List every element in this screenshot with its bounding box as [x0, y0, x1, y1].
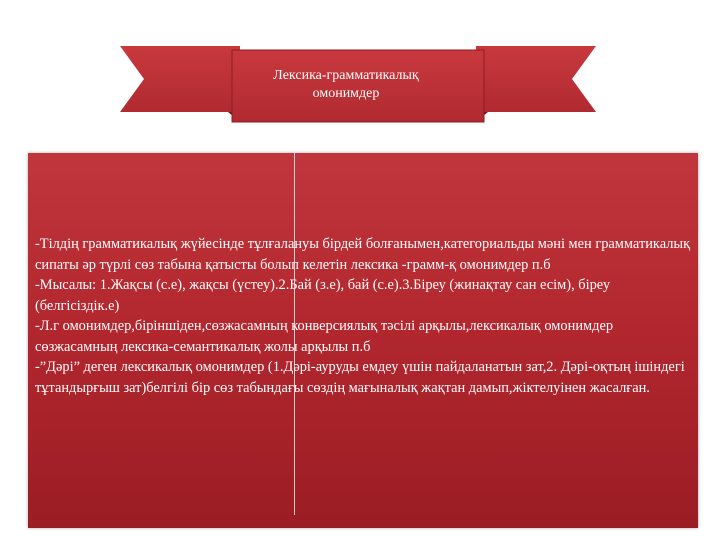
content-text — [35, 234, 695, 398]
paragraph-formation: -Л.г омонимдер,біріншіден,сөзжасамның конверсиялық тәсілі арқылы,лексикалық омонимдер сөзжасамның лексика-семантикалық жолы арқылы п.б — [35, 318, 614, 355]
paragraph-definition: -Тілдің грамматикалық жүйесінде тұлғалануы бірдей болғанымен,категориальды мәні мен грамматикалық сипаты әр түрлі сөз табына қатысты болып келетін лексика -грамм-қ омонимдер п.б — [35, 236, 691, 273]
paragraph-examples: -Мысалы: 1.Жақсы (с.е), жақсы (үстеу).2.Бай (з.е), бай (с.е).3.Біреу (жинақтау сан есім), біреу (белгісіздік.е) — [35, 277, 611, 314]
paragraph-deri-example: -”Дәрі” деген лексикалық омонимдер (1.Дәрі-ауруды емдеу үшін пайдаланатын зат,2. Дәрі-оқтың ішіндегі тұтандырғыш зат)белгілі бір сөз табындағы сөздің мағыналық жақтан дамып,жіктелуінен жасалған. — [35, 359, 685, 396]
ribbon-title: Лексика-грамматикалық омонимдер — [273, 68, 419, 101]
